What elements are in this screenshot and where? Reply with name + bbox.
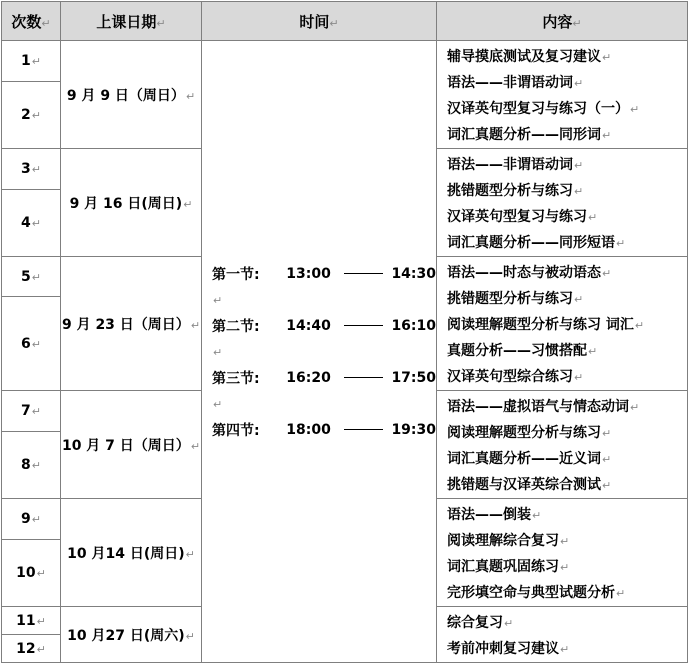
class-date-text: 10 月 7 日（周日）	[61, 437, 190, 454]
content-item-text: 词汇真题巩固练习	[447, 559, 559, 575]
content-item-text: 语法——非谓语动词	[447, 157, 573, 173]
session-label: 第二节:	[212, 318, 260, 335]
session-number-text: 7	[21, 402, 31, 419]
session-line	[212, 417, 436, 443]
class-date-text: 9 月 23 日（周日）	[61, 316, 190, 333]
session-number-text: 8	[21, 456, 31, 473]
session-line	[212, 261, 436, 287]
paragraph-mark: ↵	[190, 439, 201, 453]
paragraph-mark: ↵	[31, 512, 41, 526]
header-time: 时间↵	[202, 2, 437, 41]
time-dash	[344, 273, 384, 274]
paragraph-mark: ↵	[574, 293, 584, 306]
content-item-text: 考前冲刺复习建议	[447, 641, 559, 657]
content-item	[447, 502, 687, 528]
paragraph-mark: ↵	[213, 345, 223, 359]
paragraph-mark: ↵	[31, 216, 41, 230]
session-number	[2, 189, 61, 257]
content-item	[447, 286, 687, 312]
time-slots	[202, 41, 437, 663]
paragraph-mark: ↵	[602, 427, 612, 440]
paragraph-mark: ↵	[36, 566, 46, 580]
session-number	[2, 297, 61, 391]
content-item-text: 阅读理解综合复习	[447, 533, 559, 549]
paragraph-mark: ↵	[504, 617, 514, 630]
content-item	[447, 312, 687, 338]
table-row	[2, 41, 688, 82]
content-item	[447, 580, 687, 606]
content-item	[447, 528, 687, 554]
session-number	[2, 149, 61, 190]
paragraph-mark: ↵	[36, 642, 46, 656]
content-item-text: 词汇真题分析——同形短语	[447, 235, 615, 251]
content-item	[447, 70, 687, 96]
content-item-text: 词汇真题分析——同形词	[447, 127, 601, 143]
content-item-text: 汉译英句型复习与练习	[447, 209, 587, 225]
paragraph-mark: ↵	[532, 509, 542, 522]
class-date	[61, 391, 202, 499]
session-number	[2, 81, 61, 149]
session-number-text: 6	[21, 335, 31, 352]
content-item-text: 语法——虚拟语气与情态动词	[447, 399, 629, 415]
session-number-text: 3	[21, 160, 31, 177]
session-number	[2, 499, 61, 540]
content-item-text: 语法——时态与被动语态	[447, 265, 601, 281]
content-item	[447, 96, 687, 122]
content-item-text: 挑错题型分析与练习	[447, 183, 573, 199]
session-label: 第一节:	[212, 266, 260, 283]
time-dash	[344, 377, 384, 378]
content-item-text: 综合复习	[447, 615, 503, 631]
class-date-text: 9 月 16 日(周日)	[69, 195, 183, 212]
session-end: 17:50	[391, 369, 437, 386]
content-item-text: 语法——倒装	[447, 507, 531, 523]
session-gap	[212, 339, 436, 365]
header-num: 次数↵	[2, 2, 61, 41]
paragraph-mark: ↵	[31, 108, 41, 122]
content-item	[447, 152, 687, 178]
paragraph-mark: ↵	[588, 211, 598, 224]
schedule-table	[1, 1, 688, 663]
content-item	[447, 446, 687, 472]
time-dash	[344, 429, 384, 430]
paragraph-mark: ↵	[630, 401, 640, 414]
content-item-text: 词汇真题分析——近义词	[447, 451, 601, 467]
paragraph-mark: ↵	[183, 197, 193, 211]
class-date	[61, 607, 202, 663]
content-item	[447, 230, 687, 256]
paragraph-mark: ↵	[560, 535, 570, 548]
content-item-text: 辅导摸底测试及复习建议	[447, 49, 601, 65]
session-line	[212, 313, 436, 339]
content-item	[447, 636, 687, 662]
paragraph-mark: ↵	[602, 479, 612, 492]
header-content: 内容↵	[437, 2, 688, 41]
session-number	[2, 257, 61, 297]
session-start: 14:40	[286, 317, 331, 334]
paragraph-mark: ↵	[560, 561, 570, 574]
content-cell	[437, 391, 688, 499]
content-cell	[437, 41, 688, 149]
session-number-text: 11	[16, 612, 36, 629]
paragraph-mark: ↵	[185, 629, 195, 643]
session-label: 第三节:	[212, 370, 260, 387]
session-end: 19:30	[391, 421, 437, 438]
content-item	[447, 122, 687, 148]
paragraph-mark: ↵	[31, 270, 41, 284]
header-date: 上课日期↵	[61, 2, 202, 41]
paragraph-mark: ↵	[574, 159, 584, 172]
paragraph-mark: ↵	[574, 77, 584, 90]
content-item-text: 完形填空命与典型试题分析	[447, 585, 615, 601]
session-number-text: 1	[21, 52, 31, 69]
paragraph-mark: ↵	[31, 404, 41, 418]
paragraph-mark: ↵	[185, 89, 196, 103]
session-number	[2, 607, 61, 635]
content-item-text: 汉译英句型综合练习	[447, 369, 573, 385]
content-item-text: 语法——非谓语动词	[447, 75, 573, 91]
paragraph-mark: ↵	[616, 587, 626, 600]
session-start: 16:20	[286, 369, 331, 386]
content-item	[447, 338, 687, 364]
header-row	[2, 2, 688, 41]
content-item-text: 阅读理解题型分析与练习	[447, 425, 601, 441]
class-date-text: 10 月27 日(周六)	[67, 627, 185, 644]
class-date	[61, 41, 202, 149]
session-label: 第四节:	[212, 422, 260, 439]
class-date	[61, 149, 202, 257]
paragraph-mark: ↵	[36, 614, 46, 628]
content-cell	[437, 499, 688, 607]
content-item-text: 挑错题与汉译英综合测试	[447, 477, 601, 493]
session-start: 13:00	[286, 265, 331, 282]
content-item-text: 挑错题型分析与练习	[447, 291, 573, 307]
paragraph-mark: ↵	[574, 371, 584, 384]
content-item-text: 真题分析——习惯搭配	[447, 343, 587, 359]
content-item	[447, 178, 687, 204]
session-number	[2, 391, 61, 432]
session-line	[212, 365, 436, 391]
class-date	[61, 257, 202, 391]
session-number-text: 10	[16, 564, 36, 581]
content-item	[447, 260, 687, 286]
paragraph-mark: ↵	[630, 103, 640, 116]
content-item	[447, 364, 687, 390]
content-cell	[437, 149, 688, 257]
class-date	[61, 499, 202, 607]
session-number-text: 9	[21, 510, 31, 527]
paragraph-mark: ↵	[31, 162, 41, 176]
paragraph-mark: ↵	[602, 129, 612, 142]
session-number-text: 4	[21, 214, 31, 231]
paragraph-mark: ↵	[213, 397, 223, 411]
content-item	[447, 44, 687, 70]
session-number-text: 5	[21, 268, 31, 285]
paragraph-mark: ↵	[616, 237, 626, 250]
paragraph-mark: ↵	[588, 345, 598, 358]
session-gap	[212, 391, 436, 417]
session-end: 16:10	[391, 317, 437, 334]
content-item	[447, 420, 687, 446]
paragraph-mark: ↵	[560, 643, 570, 656]
session-start: 18:00	[286, 421, 331, 438]
content-item	[447, 472, 687, 498]
paragraph-mark: ↵	[574, 185, 584, 198]
session-number	[2, 431, 61, 499]
session-gap	[212, 287, 436, 313]
content-item-text: 阅读理解题型分析与练习 词汇	[447, 317, 634, 333]
session-number	[2, 41, 61, 82]
paragraph-mark: ↵	[31, 54, 41, 68]
paragraph-mark: ↵	[190, 318, 201, 332]
paragraph-mark: ↵	[213, 293, 223, 307]
time-dash	[344, 325, 384, 326]
session-number-text: 12	[16, 640, 36, 657]
content-item	[447, 610, 687, 636]
content-item	[447, 554, 687, 580]
paragraph-mark: ↵	[634, 319, 645, 332]
session-end: 14:30	[391, 265, 437, 282]
paragraph-mark: ↵	[602, 453, 612, 466]
paragraph-mark: ↵	[31, 337, 41, 351]
paragraph-mark: ↵	[31, 458, 41, 472]
content-item	[447, 394, 687, 420]
paragraph-mark: ↵	[602, 51, 612, 64]
content-cell	[437, 607, 688, 663]
paragraph-mark: ↵	[602, 267, 612, 280]
session-number-text: 2	[21, 106, 31, 123]
class-date-text: 10 月14 日(周日)	[67, 545, 185, 562]
content-item	[447, 204, 687, 230]
content-item-text: 汉译英句型复习与练习（一）	[447, 101, 629, 117]
session-number	[2, 539, 61, 607]
paragraph-mark: ↵	[185, 547, 195, 561]
content-cell	[437, 257, 688, 391]
class-date-text: 9 月 9 日（周日）	[66, 87, 185, 104]
